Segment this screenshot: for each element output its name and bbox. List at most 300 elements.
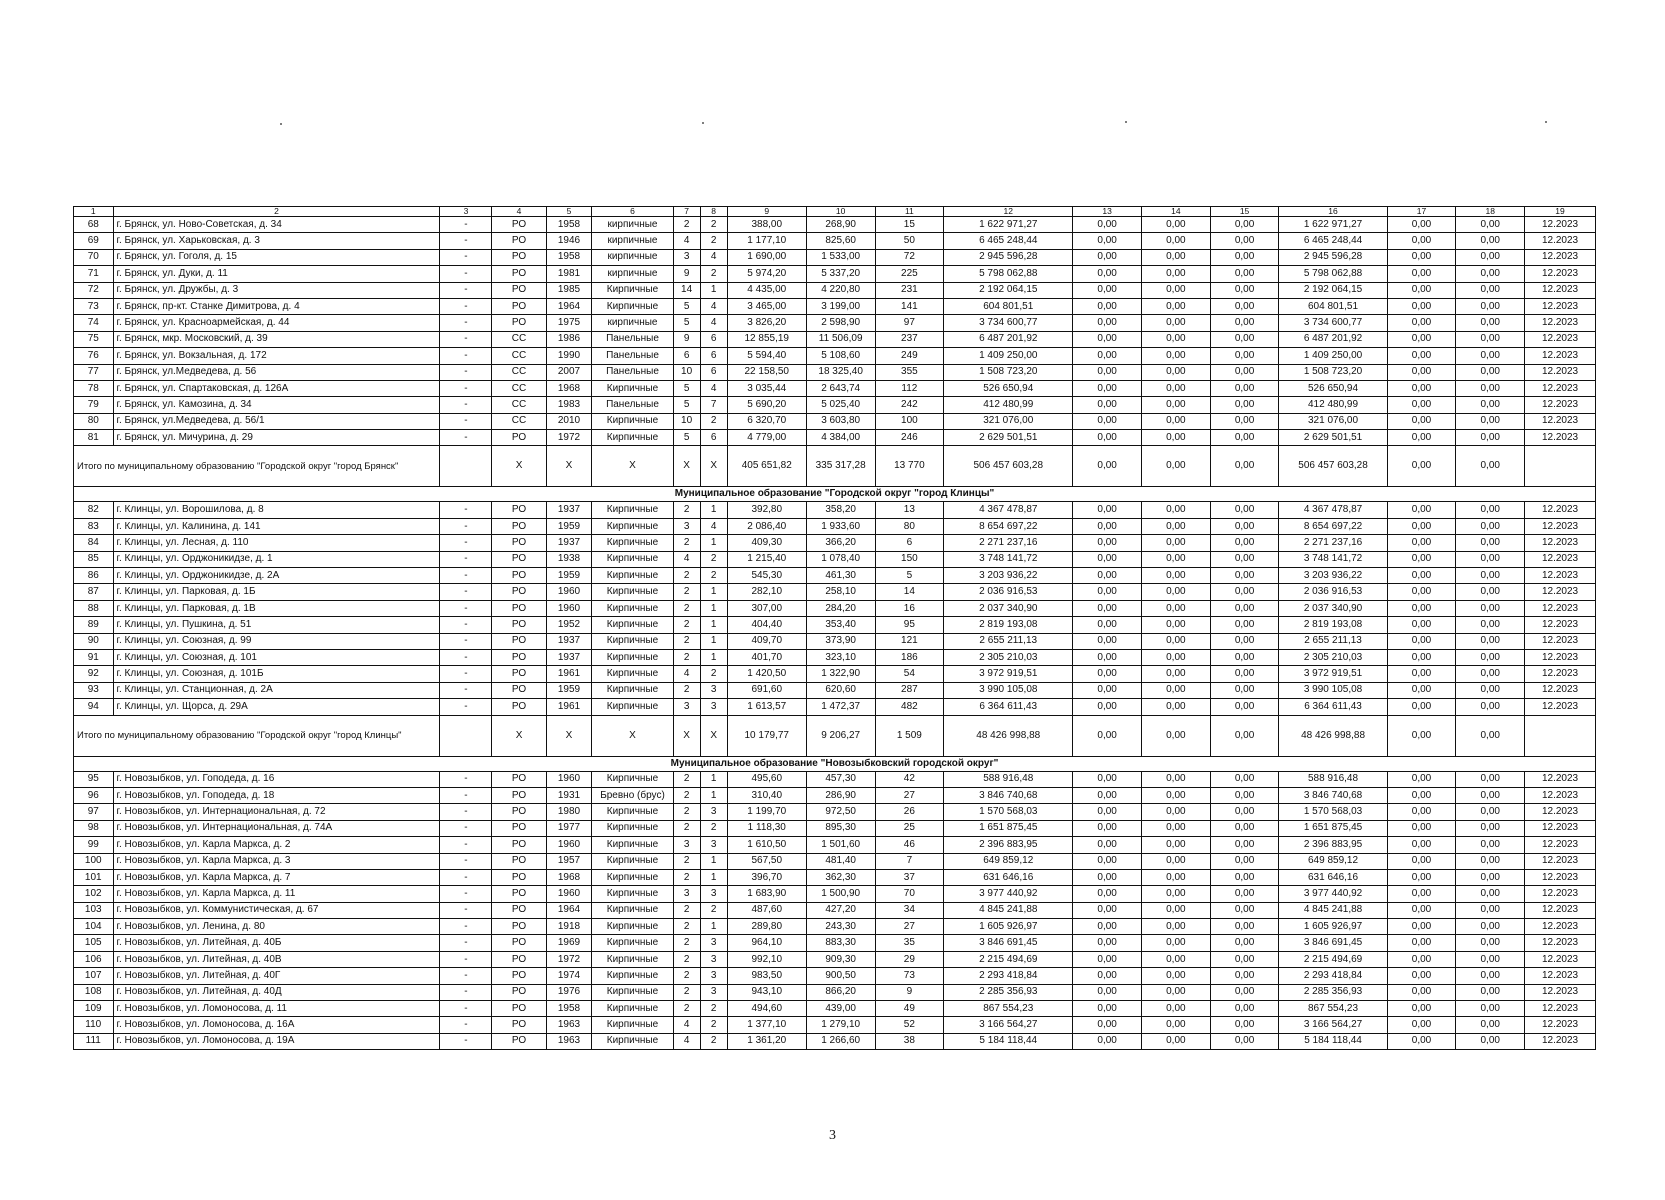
table-cell: 0,00 [1210,568,1279,584]
table-cell: 461,30 [806,568,875,584]
column-number-cell: 1 [74,207,114,217]
table-cell: 72 [74,282,114,298]
table-cell: 0,00 [1456,282,1525,298]
table-cell: г. Клинцы, ул. Станционная, д. 2А [113,682,440,698]
table-cell: 0,00 [1456,217,1525,233]
table-cell: РО [492,1033,546,1049]
table-cell: 242 [875,397,944,413]
table-cell: 1 651 875,45 [1279,820,1387,836]
table-cell: 1931 [546,787,592,803]
table-cell: 0,00 [1142,919,1211,935]
table-cell: 6 487 201,92 [1279,331,1387,347]
table-cell: 12.2023 [1525,886,1596,902]
table-cell: РО [492,820,546,836]
table-cell: 972,50 [806,804,875,820]
table-row [74,535,1596,551]
table-cell: 0,00 [1387,217,1456,233]
table-cell: 0,00 [1210,699,1279,715]
table-cell: 6 [875,535,944,551]
table-cell: 1 [700,600,727,616]
table-cell: 3 [700,699,727,715]
table-cell: 0,00 [1073,699,1142,715]
table-cell: 0,00 [1073,1033,1142,1049]
table-cell: 2 [673,584,700,600]
table-cell: 2 945 596,28 [944,249,1073,265]
table-cell: 1975 [546,315,592,331]
table-cell: 495,60 [727,771,806,787]
table-cell: 5 [673,315,700,331]
table-cell: - [440,315,492,331]
table-cell: г. Новозыбков, ул. Литейная, д. 40Б [113,935,440,951]
table-cell: 2 192 064,15 [1279,282,1387,298]
table-cell: - [440,249,492,265]
table-cell: 0,00 [1456,518,1525,534]
table-cell: 7 [875,853,944,869]
table-cell: 29 [875,951,944,967]
table-cell: - [440,984,492,1000]
table-cell: 1 509 [875,715,944,756]
table-cell: 4 [673,551,700,567]
table-cell: - [440,584,492,600]
table-cell: 282,10 [727,584,806,600]
table-cell: 268,90 [806,217,875,233]
table-cell: 2 396 883,95 [1279,837,1387,853]
table-cell: 0,00 [1073,1017,1142,1033]
table-cell: 0,00 [1142,535,1211,551]
table-cell: 1960 [546,771,592,787]
table-cell: 0,00 [1456,666,1525,682]
table-cell: г. Новозыбков, ул. Карла Маркса, д. 3 [113,853,440,869]
table-cell: X [546,446,592,487]
table-cell: 27 [875,919,944,935]
table-cell: 49 [875,1001,944,1017]
table-cell: 0,00 [1456,298,1525,314]
table-cell: 3 203 936,22 [944,568,1073,584]
table-cell: 1985 [546,282,592,298]
table-cell: 12.2023 [1525,298,1596,314]
table-cell: 12.2023 [1525,666,1596,682]
table-cell: 3 199,00 [806,298,875,314]
table-cell: 604 801,51 [944,298,1073,314]
table-cell: 0,00 [1456,886,1525,902]
table-cell: 3 972 919,51 [944,666,1073,682]
table-cell: СС [492,397,546,413]
table-cell: 0,00 [1073,919,1142,935]
table-cell: 102 [74,886,114,902]
table-cell: 0,00 [1387,348,1456,364]
table-cell: 9 [673,331,700,347]
table-cell: 5 798 062,88 [1279,266,1387,282]
table-cell: 0,00 [1210,919,1279,935]
table-cell: г. Новозыбков, ул. Литейная, д. 40Д [113,984,440,1000]
table-cell: РО [492,600,546,616]
table-cell: 72 [875,249,944,265]
table-cell: 2 [673,502,700,518]
table-cell: 2 629 501,51 [944,430,1073,446]
column-number-cell: 3 [440,207,492,217]
table-cell: кирпичные [592,249,673,265]
table-cell: 4 845 241,88 [1279,902,1387,918]
table-cell: 0,00 [1456,446,1525,487]
table-cell: 0,00 [1387,869,1456,885]
table-cell: 0,00 [1387,682,1456,698]
table-cell: 14 [673,282,700,298]
table-cell: 0,00 [1456,617,1525,633]
table-cell: 4 [700,298,727,314]
table-cell: 2 036 916,53 [944,584,1073,600]
table-cell: 1 078,40 [806,551,875,567]
table-cell: 0,00 [1387,837,1456,853]
table-cell: 12.2023 [1525,902,1596,918]
table-row [74,364,1596,380]
table-cell: 5 [673,397,700,413]
column-number-cell: 8 [700,207,727,217]
table-cell: 5 025,40 [806,397,875,413]
table-cell: 6 465 248,44 [1279,233,1387,249]
table-cell: 4 [700,380,727,396]
table-cell: X [592,715,673,756]
table-cell: 3 [700,837,727,853]
column-number-cell: 18 [1456,207,1525,217]
table-cell: 0,00 [1456,968,1525,984]
table-cell: Кирпичные [592,551,673,567]
table-cell: 94 [74,699,114,715]
housing-register-table [73,206,1596,1050]
section-header-row [74,756,1596,771]
table-cell: 0,00 [1142,249,1211,265]
table-cell: 0,00 [1456,348,1525,364]
table-cell: 1 266,60 [806,1033,875,1049]
table-cell: 0,00 [1073,633,1142,649]
table-cell: г. Клинцы, ул. Орджоникидзе, д. 2А [113,568,440,584]
table-cell: РО [492,771,546,787]
table-cell: 12.2023 [1525,984,1596,1000]
table-cell: г. Клинцы, ул. Союзная, д. 101Б [113,666,440,682]
table-cell: 1 690,00 [727,249,806,265]
table-cell: 1 570 568,03 [944,804,1073,820]
table-cell: 321 076,00 [1279,413,1387,429]
table-cell: 186 [875,649,944,665]
table-cell: г. Новозыбков, ул. Гоподеда, д. 18 [113,787,440,803]
table-cell: 12.2023 [1525,397,1596,413]
table-cell: г. Новозыбков, ул. Ломоносова, д. 19А [113,1033,440,1049]
table-cell: 0,00 [1142,331,1211,347]
table-cell: 92 [74,666,114,682]
table-cell: 12.2023 [1525,584,1596,600]
table-cell: 0,00 [1142,397,1211,413]
table-cell: 0,00 [1210,315,1279,331]
table-cell: 0,00 [1387,715,1456,756]
table-cell: 52 [875,1017,944,1033]
table-cell: 1958 [546,217,592,233]
table-cell: 2 [673,869,700,885]
table-cell: 1958 [546,249,592,265]
table-cell: 412 480,99 [944,397,1073,413]
table-cell: 0,00 [1387,380,1456,396]
table-cell: Кирпичные [592,919,673,935]
table-cell: г. Клинцы, ул. Орджоникидзе, д. 1 [113,551,440,567]
table-cell: 0,00 [1142,364,1211,380]
table-cell: 2 271 237,16 [944,535,1073,551]
table-cell: 74 [74,315,114,331]
table-cell: 0,00 [1073,951,1142,967]
table-cell: РО [492,502,546,518]
table-cell: Кирпичные [592,869,673,885]
table-cell: Кирпичные [592,771,673,787]
table-cell: 2 305 210,03 [944,649,1073,665]
table-cell: 0,00 [1073,902,1142,918]
table-cell: 96 [74,787,114,803]
table-cell: 37 [875,869,944,885]
table-cell: 482 [875,699,944,715]
table-cell: 2 305 210,03 [1279,649,1387,665]
table-row [74,633,1596,649]
table-cell: 12.2023 [1525,380,1596,396]
table-cell: 99 [74,837,114,853]
table-cell: РО [492,298,546,314]
table-cell [440,715,492,756]
table-cell: 2 [673,682,700,698]
column-number-cell: 19 [1525,207,1596,217]
table-cell: 631 646,16 [1279,869,1387,885]
table-row [74,820,1596,836]
table-cell: 2010 [546,413,592,429]
table-cell: 0,00 [1387,617,1456,633]
table-cell: 0,00 [1210,820,1279,836]
table-row [74,584,1596,600]
table-cell: 3 990 105,08 [944,682,1073,698]
table-cell: 0,00 [1073,518,1142,534]
table-cell: 0,00 [1142,984,1211,1000]
table-cell: 691,60 [727,682,806,698]
table-cell: 0,00 [1073,502,1142,518]
table-cell: 4 435,00 [727,282,806,298]
table-cell: г. Новозыбков, ул. Литейная, д. 40Г [113,968,440,984]
table-cell: 42 [875,771,944,787]
table-cell: 867 554,23 [1279,1001,1387,1017]
table-cell: 0,00 [1387,820,1456,836]
table-cell: 2 271 237,16 [1279,535,1387,551]
table-cell: 5 974,20 [727,266,806,282]
table-cell: 0,00 [1387,968,1456,984]
table-cell: 0,00 [1456,535,1525,551]
table-cell: 883,30 [806,935,875,951]
table-cell: 3 846 691,45 [1279,935,1387,951]
table-cell: 48 426 998,88 [1279,715,1387,756]
table-cell: 25 [875,820,944,836]
table-row [74,853,1596,869]
table-cell [440,446,492,487]
table-cell: 0,00 [1142,282,1211,298]
table-cell: 12.2023 [1525,551,1596,567]
table-cell: 3 846 691,45 [944,935,1073,951]
table-cell: 0,00 [1210,771,1279,787]
table-cell [1525,715,1596,756]
table-cell: - [440,666,492,682]
table-cell: 1 215,40 [727,551,806,567]
column-number-cell: 17 [1387,207,1456,217]
table-cell: 0,00 [1210,217,1279,233]
table-cell: 0,00 [1210,1033,1279,1049]
table-cell: РО [492,886,546,902]
table-cell: 2 [700,820,727,836]
table-cell: 631 646,16 [944,869,1073,885]
table-cell: 81 [74,430,114,446]
table-cell: 258,10 [806,584,875,600]
table-cell: 1 651 875,45 [944,820,1073,836]
table-cell: 0,00 [1073,820,1142,836]
table-cell: 1960 [546,600,592,616]
table-cell: 1972 [546,951,592,967]
table-cell: 1990 [546,348,592,364]
table-cell: 0,00 [1210,430,1279,446]
table-cell: 1937 [546,649,592,665]
table-cell: 2 [673,968,700,984]
table-cell: Кирпичные [592,430,673,446]
table-cell: 1952 [546,617,592,633]
table-cell: 10 [673,364,700,380]
table-row [74,666,1596,682]
table-cell: 2 655 211,13 [944,633,1073,649]
table-cell: 3 [673,249,700,265]
table-cell: 4 [673,233,700,249]
table-cell: 0,00 [1456,935,1525,951]
table-cell: 0,00 [1210,951,1279,967]
table-cell: 0,00 [1387,413,1456,429]
table-cell: 0,00 [1456,820,1525,836]
table-cell: 0,00 [1210,233,1279,249]
table-cell: 1 [700,584,727,600]
table-cell: 0,00 [1387,984,1456,1000]
table-cell: 1957 [546,853,592,869]
table-cell: 0,00 [1456,919,1525,935]
table-cell: 307,00 [727,600,806,616]
table-cell: 3 [673,518,700,534]
table-cell: 0,00 [1210,413,1279,429]
table-cell: 104 [74,919,114,935]
table-cell: 0,00 [1387,315,1456,331]
table-cell: 3 [700,935,727,951]
table-cell: 2 [673,649,700,665]
table-cell: 97 [74,804,114,820]
table-cell: г. Клинцы, ул. Парковая, д. 1Б [113,584,440,600]
table-cell: 95 [875,617,944,633]
table-cell: 620,60 [806,682,875,698]
table-cell: 12.2023 [1525,348,1596,364]
table-cell: Кирпичные [592,413,673,429]
table-cell: 321 076,00 [944,413,1073,429]
table-cell: СС [492,348,546,364]
table-cell: 87 [74,584,114,600]
table-cell: 2 [673,633,700,649]
table-cell: Кирпичные [592,804,673,820]
table-cell: 0,00 [1073,535,1142,551]
table-cell: Кирпичные [592,1033,673,1049]
table-cell: 100 [875,413,944,429]
table-cell: 2 215 494,69 [1279,951,1387,967]
table-cell: 4 220,80 [806,282,875,298]
table-cell: РО [492,551,546,567]
table-cell: 3 [700,951,727,967]
table-cell: Кирпичные [592,968,673,984]
table-cell: Кирпичные [592,935,673,951]
table-cell: РО [492,682,546,698]
table-cell: - [440,518,492,534]
table-cell: - [440,430,492,446]
table-cell: 0,00 [1387,1017,1456,1033]
column-number-cell: 6 [592,207,673,217]
table-cell: 0,00 [1387,266,1456,282]
table-cell: Кирпичные [592,617,673,633]
table-row [74,518,1596,534]
table-cell: г. Брянск, ул. Мичурина, д. 29 [113,430,440,446]
table-cell: 1969 [546,935,592,951]
table-cell: 13 [875,502,944,518]
table-cell: 12.2023 [1525,682,1596,698]
table-cell: 0,00 [1073,666,1142,682]
table-cell: 12.2023 [1525,502,1596,518]
table-cell: 34 [875,902,944,918]
table-cell: Кирпичные [592,1001,673,1017]
table-cell: 0,00 [1142,935,1211,951]
table-cell: Панельные [592,397,673,413]
table-cell: РО [492,902,546,918]
table-cell: 70 [875,886,944,902]
table-cell: 0,00 [1142,518,1211,534]
table-cell: Кирпичные [592,853,673,869]
table-cell: 0,00 [1456,699,1525,715]
table-cell: Кирпичные [592,568,673,584]
table-cell: РО [492,869,546,885]
table-cell: 91 [74,649,114,665]
table-cell: 0,00 [1456,1017,1525,1033]
table-cell: Кирпичные [592,535,673,551]
table-cell: 0,00 [1456,715,1525,756]
table-cell: 78 [74,380,114,396]
table-cell: 0,00 [1387,919,1456,935]
table-cell: 0,00 [1073,446,1142,487]
column-number-cell: 16 [1279,207,1387,217]
table-cell: 0,00 [1456,233,1525,249]
table-cell: 0,00 [1456,551,1525,567]
table-cell: 0,00 [1456,902,1525,918]
table-cell: 0,00 [1073,217,1142,233]
table-cell: 110 [74,1017,114,1033]
table-row [74,699,1596,715]
table-cell: 48 426 998,88 [944,715,1073,756]
table-cell: 0,00 [1456,984,1525,1000]
table-cell: 0,00 [1142,1017,1211,1033]
table-row [74,869,1596,885]
table-cell: 0,00 [1210,331,1279,347]
table-cell: - [440,820,492,836]
table-cell: 0,00 [1142,820,1211,836]
table-cell: 0,00 [1456,682,1525,698]
table-cell: X [492,715,546,756]
table-cell: 5 [673,298,700,314]
table-cell: 2 036 916,53 [1279,584,1387,600]
table-cell: СС [492,413,546,429]
table-cell: 1 622 971,27 [1279,217,1387,233]
table-cell: 0,00 [1073,600,1142,616]
table-cell: 0,00 [1210,984,1279,1000]
table-cell: 992,10 [727,951,806,967]
table-cell: 457,30 [806,771,875,787]
table-cell: 0,00 [1387,1001,1456,1017]
table-cell: - [440,617,492,633]
table-cell: 1 [700,853,727,869]
table-cell: 1958 [546,1001,592,1017]
